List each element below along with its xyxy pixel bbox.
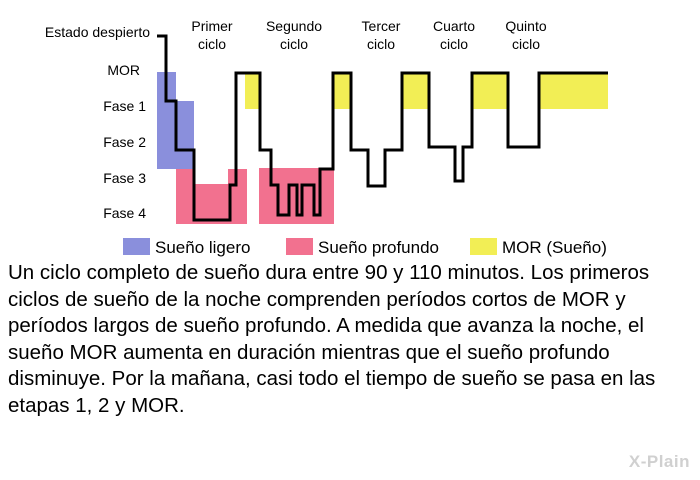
rem-sleep-region [245,72,260,109]
stage-label-awake: Estado despierto [44,24,150,40]
stage-label-phase1: Fase 1 [103,98,146,114]
cycle-2-label-line1: Segundo [265,18,323,34]
legend-label-light-sleep: Sueño ligero [155,238,251,257]
cycle-1-label-line1: Primer [191,18,233,34]
description-text: Un ciclo completo de sueño dura entre 90 y 110 minutos. Los primeros ciclos de sueño de la noche comprenden períodos cortos de MOR y períodos largos de sueño profundo. A medida que avanza la noche, el sueño MOR aumenta en duración mientras que el sueño profundo disminuye. Por la mañana, casi todo el tiempo de sueño se pasa en las etapas 1, 2 y MOR. [8,261,656,417]
cycle-5-label-line2: ciclo [511,36,541,52]
cycle-2-label-line2: ciclo [279,36,309,52]
stage-label-rem: MOR [107,62,140,78]
cycle-4-label-line2: ciclo [439,36,469,52]
stage-label-phase3: Fase 3 [103,170,146,186]
legend-swatch-deep-sleep [286,238,313,255]
rem-sleep-region [539,72,608,109]
legend-label-deep-sleep: Sueño profundo [318,238,439,257]
rem-sleep-region [402,72,429,109]
legend-swatch-rem [470,238,497,255]
legend-label-rem: MOR (Sueño) [502,238,607,257]
cycle-3-label-line2: ciclo [366,36,396,52]
light-sleep-region [176,101,194,169]
rem-sleep-region [333,72,351,109]
stage-label-phase2: Fase 2 [103,134,146,150]
cycle-1-label-line2: ciclo [197,36,227,52]
deep-sleep-region [176,169,194,224]
brand-watermark: X-Plain [628,452,690,471]
cycle-4-label-line1: Cuarto [432,18,476,34]
legend-swatch-light-sleep [123,238,150,255]
rem-sleep-region [472,72,508,109]
stage-label-phase4: Fase 4 [103,205,146,221]
deep-sleep-region [194,184,247,224]
cycle-5-label-line1: Quinto [505,18,547,34]
cycle-3-label-line1: Tercer [361,18,401,34]
